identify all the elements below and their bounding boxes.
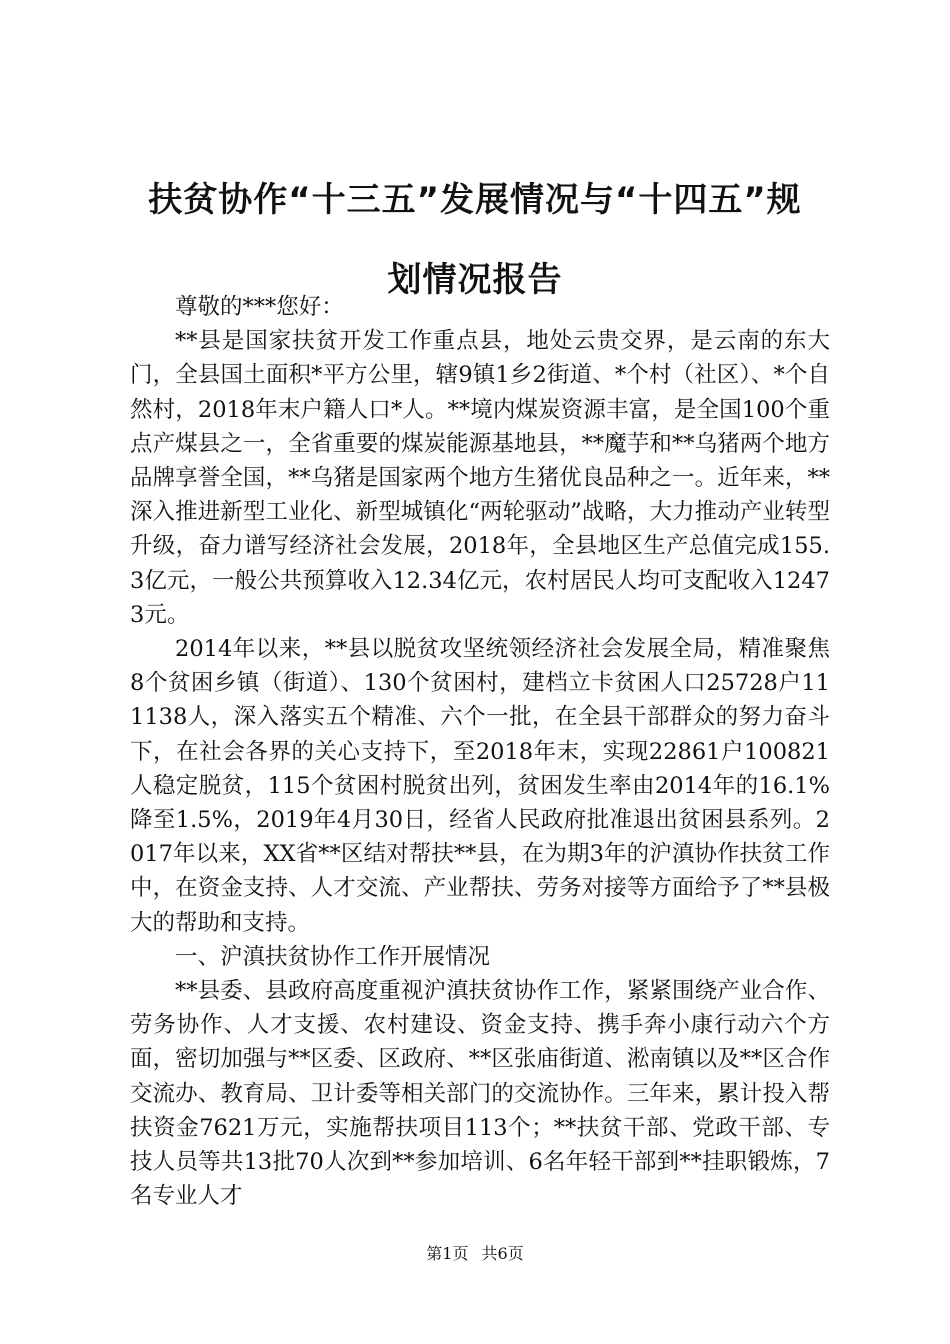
title-line-2: 划情况报告: [387, 260, 563, 300]
page-footer: [0, 1244, 950, 1264]
paragraph-poverty-alleviation: 2014年以来，**县以脱贫攻坚统领经济社会发展全局，精准聚焦8个贫困乡镇（街道）、130个贫困村，建档立卡贫困人口25728户111138人，深入落实五个精准、六个一批，在全县干部群众的努力奋斗下，在社会各界的关心支持下，至2018年末，实现22861户100821人稳定脱贫，115个贫困村脱贫出列，贫困发生率由2014年的16.1%降至1.5%，2019年4月30日，经省人民政府批准退出贫困县系列。2017年以来，XX省**区结对帮扶**县，在为期3年的沪滇协作扶贫工作中，在资金支持、人才交流、产业帮扶、劳务对接等方面给予了**县极大的帮助和支持。: [130, 636, 830, 936]
section-heading: 一、沪滇扶贫协作工作开展情况: [175, 943, 491, 970]
paragraph-cooperation: **县委、县政府高度重视沪滇扶贫协作工作，紧紧围绕产业合作、劳务协作、人才支援、农村建设、资金支持、携手奔小康行动六个方面，密切加强与**区委、区政府、**区张庙街道、淞南镇以及**区合作交流办、教育局、卫计委等相关部门的交流协作。三年来，累计投入帮扶资金7621万元，实施帮扶项目113个；**扶贫干部、党政干部、专技人员等共13批70人次到**参加培训、6名年轻干部到**挂职锻炼，7名专业人才: [130, 978, 830, 1210]
page-total: 共6页: [481, 1244, 524, 1263]
paragraph-county-overview: **县是国家扶贫开发工作重点县，地处云贵交界，是云南的东大门，全县国土面积*平方公里，辖9镇1乡2街道、*个村（社区）、*个自然村，2018年末户籍人口*人。**境内煤炭资源丰富，是全国100个重点产煤县之一，全省重要的煤炭能源基地县，**魔芋和**乌猪两个地方品牌享誉全国，**乌猪是国家两个地方生猪优良品种之一。近年来，**深入推进新型工业化、新型城镇化“两轮驱动”战略，大力推动产业转型升级，奋力谱写经济社会发展，2018年，全县地区生产总值完成155.3亿元，一般公共预算收入12.34亿元，农村居民人均可支配收入12473元。: [130, 328, 830, 628]
title-line-1: 扶贫协作“十三五”发展情况与“十四五”规: [148, 180, 802, 220]
page-number: 第1页: [426, 1244, 469, 1263]
document-body: [130, 290, 830, 1213]
salutation: 尊敬的***您好：: [175, 294, 344, 320]
